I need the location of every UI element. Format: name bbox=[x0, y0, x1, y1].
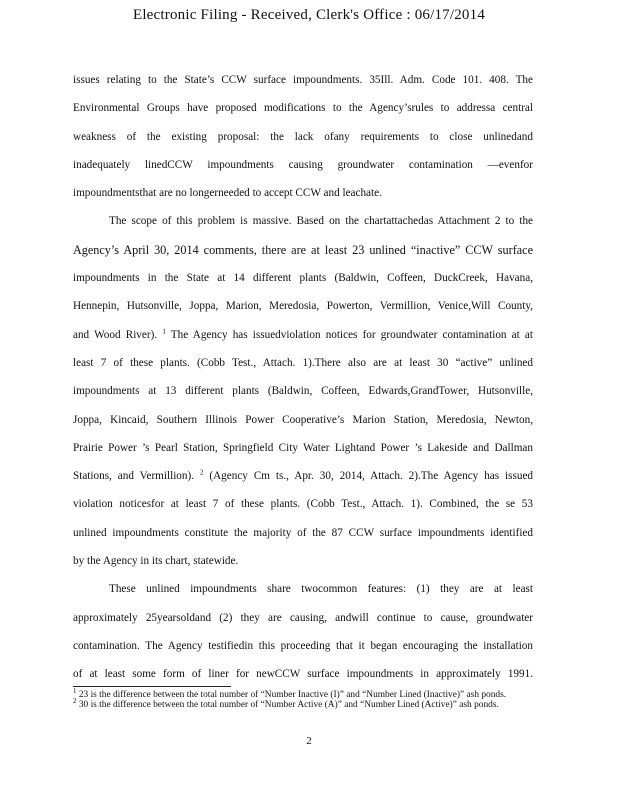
text-line: weakness of the existing proposal: the lack ofany requirements to close unlinedand bbox=[73, 130, 533, 143]
text-line: approximately 25yearsoldand (2) they are causing, andwill continue to cause, groundwater bbox=[73, 611, 533, 624]
footnote-2 bbox=[73, 696, 543, 711]
text-line: Hennepin, Hutsonville, Joppa, Marion, Meredosia, Powerton, Vermillion, Venice,Will County, bbox=[73, 300, 533, 313]
footnote-marker-1: 1 bbox=[162, 327, 166, 335]
text-line: These unlined impoundments share twocommon features: (1) they are at least bbox=[109, 583, 533, 596]
text-line: impoundments in the State at 14 different plants (Baldwin, Coffeen, DuckCreek, Havana, bbox=[73, 272, 533, 285]
text-segment: and Wood River). bbox=[73, 328, 158, 341]
document-body bbox=[73, 73, 533, 696]
page-number: 2 bbox=[306, 735, 312, 747]
text-line: least 7 of these plants. (Cobb Test., Attach. 1).There also are at least 30 “active” unlined bbox=[73, 356, 533, 369]
text-line: contamination. The Agency testifiedin this proceeding that it began encouraging the installation bbox=[73, 639, 533, 652]
text-line: unlined impoundments constitute the majority of the 87 CCW surface impoundments identified bbox=[73, 526, 533, 539]
text-line: Prairie Power ’s Pearl Station, Springfield City Water Lightand Power ’s Lakeside and Dallman bbox=[73, 441, 533, 454]
text-line-with-footnote bbox=[73, 469, 533, 497]
text-segment: The Agency has issuedviolation notices for groundwater contamination at at bbox=[170, 328, 533, 341]
text-line: The scope of this problem is massive. Based on the chartattachedas Attachment 2 to the bbox=[109, 215, 533, 228]
text-line: Joppa, Kincaid, Southern Illinois Power Cooperative’s Marion Station, Meredosia, Newton, bbox=[73, 413, 533, 426]
footnote-text: 30 is the difference between the total number of “Number Active (A)” and “Number Lined (Active)” ash ponds. bbox=[78, 700, 499, 710]
footnote-number: 1 bbox=[73, 686, 77, 695]
footnote-text: 23 is the difference between the total number of “Number Inactive (I)” and “Number Lined (Inactive)” ash ponds. bbox=[78, 690, 507, 700]
text-line: of at least some form of liner for newCCW surface impoundments in approximately 1991. bbox=[73, 668, 533, 681]
text-line: impoundments at 13 different plants (Baldwin, Coffeen, Edwards,GrandTower, Hutsonville, bbox=[73, 385, 533, 398]
text-line: issues relating to the State’s CCW surface impoundments. 35Ill. Adm. Code 101. 408. The bbox=[73, 74, 533, 86]
text-segment: (Agency Cm ts., Apr. 30, 2014, Attach. 2).The Agency has issued bbox=[209, 470, 533, 483]
text-line: inadequately linedCCW impoundments causing groundwater contamination —evenfor bbox=[73, 158, 533, 171]
text-line: Agency’s April 30, 2014 comments, there are at least 23 unlined “inactive” CCW surface bbox=[73, 242, 533, 257]
footnote-number: 2 bbox=[73, 696, 77, 705]
text-line: by the Agency in its chart, statewide. bbox=[73, 555, 239, 568]
text-line: impoundmentsthat are no longerneeded to accept CCW and leachate. bbox=[73, 187, 382, 200]
filing-header: Electronic Filing - Received, Clerk's Office : 06/17/2014 bbox=[132, 7, 486, 23]
text-line: Environmental Groups have proposed modifications to the Agency’srules to addressa central bbox=[73, 102, 533, 115]
text-line-with-footnote bbox=[73, 328, 533, 356]
text-line: violation noticesfor at least 7 of these plants. (Cobb Test., Attach. 1). Combined, the se 53 bbox=[73, 498, 533, 511]
footnote-divider bbox=[73, 686, 231, 687]
text-segment: Stations, and Vermillion). bbox=[73, 470, 195, 483]
footnote-marker-2: 2 bbox=[199, 469, 204, 477]
